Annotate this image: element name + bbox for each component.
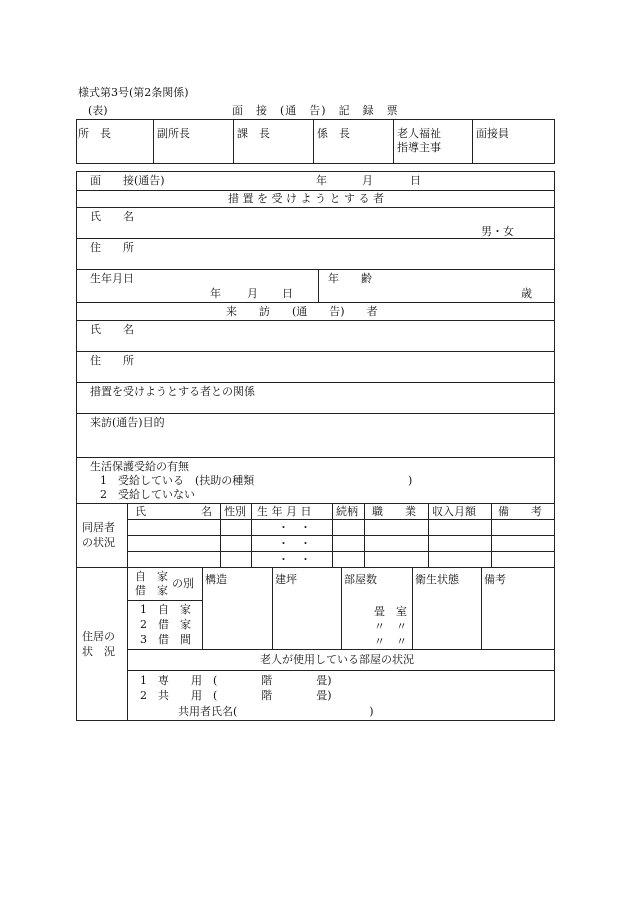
housing-col-hygiene: 衛生状態 (415, 573, 459, 586)
household-dob-dots: ・ ・ (278, 521, 311, 534)
housing-option-owned: 1 自 家 (140, 603, 191, 616)
household-col-relation: 続柄 (336, 505, 358, 518)
welfare-option-close: ) (408, 474, 413, 487)
welfare-option-receiving: 1 受給している (扶助の種類 (100, 474, 255, 487)
age-label: 年 齢 (328, 272, 372, 285)
room-usage-private: 1 専 用 ( 階 畳) (140, 674, 332, 687)
subject-sex-options: 男・女 (481, 225, 514, 238)
form-number: 様式第3号(第2条関係) (78, 86, 189, 99)
birth-year-label: 年 (210, 287, 221, 300)
household-col-dob: 生 年 月 日 (257, 505, 312, 518)
household-col-sex: 性別 (224, 505, 246, 518)
housing-col-floor-area: 建坪 (275, 573, 297, 586)
household-side-label: 同居者 (82, 521, 115, 534)
birthdate-label: 生年月日 (90, 272, 134, 285)
interview-date-label: 面 接(通告) (90, 174, 165, 187)
page-title: 面 接 (通 告) 記 録 票 (232, 104, 399, 117)
welfare-label: 生活保護受給の有無 (90, 460, 189, 473)
rooms-ditto: 〃 〃 (374, 635, 407, 648)
housing-side-label: 住居の (82, 630, 115, 643)
housing-type-rented: 借 家 (135, 584, 168, 597)
approval-interviewer: 面接員 (476, 127, 509, 140)
rooms-ditto: 〃 〃 (374, 620, 407, 633)
approval-welfare-officer: 老人福祉 (397, 127, 441, 140)
household-col-name: 氏 名 (135, 505, 212, 518)
form-side-label: (表) (88, 104, 108, 117)
housing-col-structure: 構造 (205, 573, 227, 586)
household-side-label-2: の状況 (82, 536, 115, 549)
approval-deputy-chief: 副所長 (157, 127, 190, 140)
rooms-unit: 畳 室 (374, 605, 407, 618)
visitor-address-label: 住 所 (90, 354, 134, 367)
shared-user-name: 共用者氏名( ) (178, 705, 374, 718)
birth-month-label: 月 (247, 287, 258, 300)
birth-day-label: 日 (282, 287, 293, 300)
visit-purpose-label: 来訪(通告)目的 (90, 416, 165, 429)
relation-label: 措置を受けようとする者との関係 (90, 385, 255, 398)
housing-col-rooms: 部屋数 (344, 573, 377, 586)
approval-subsection-chief: 係 長 (317, 127, 350, 140)
household-dob-dots: ・ ・ (278, 537, 311, 550)
housing-side-label-2: 状 況 (82, 645, 115, 658)
interview-day-label: 日 (410, 174, 421, 187)
approval-welfare-officer-line2: 指導主事 (397, 141, 441, 154)
room-usage-shared: 2 共 用 ( 階 畳) (140, 689, 332, 702)
room-usage-title: 老人が使用している部屋の状況 (260, 653, 414, 666)
approval-section-chief: 課 長 (237, 127, 270, 140)
subject-address-label: 住 所 (90, 241, 134, 254)
housing-type-owned: 自 家 (135, 570, 168, 583)
housing-option-rented-room: 3 借 間 (140, 633, 191, 646)
housing-option-rented-house: 2 借 家 (140, 618, 191, 631)
housing-type-suffix: の別 (172, 577, 194, 590)
household-dob-dots: ・ ・ (278, 553, 311, 566)
household-col-occupation: 職 業 (372, 505, 416, 518)
subject-name-label: 氏 名 (90, 210, 134, 223)
household-col-remarks: 備 考 (498, 505, 542, 518)
age-unit: 歳 (521, 287, 532, 300)
interview-month-label: 月 (362, 174, 373, 187)
housing-col-remarks: 備考 (484, 573, 506, 586)
household-col-income: 収入月額 (432, 505, 476, 518)
subject-section-title: 措 置 を 受 け よ う と す る 者 (228, 192, 384, 205)
visitor-section-title: 来 訪 (通 告) 者 (226, 305, 378, 318)
approval-chief: 所 長 (78, 127, 111, 140)
visitor-name-label: 氏 名 (90, 323, 134, 336)
interview-year-label: 年 (316, 174, 327, 187)
welfare-option-not-receiving: 2 受給していない (100, 488, 195, 501)
